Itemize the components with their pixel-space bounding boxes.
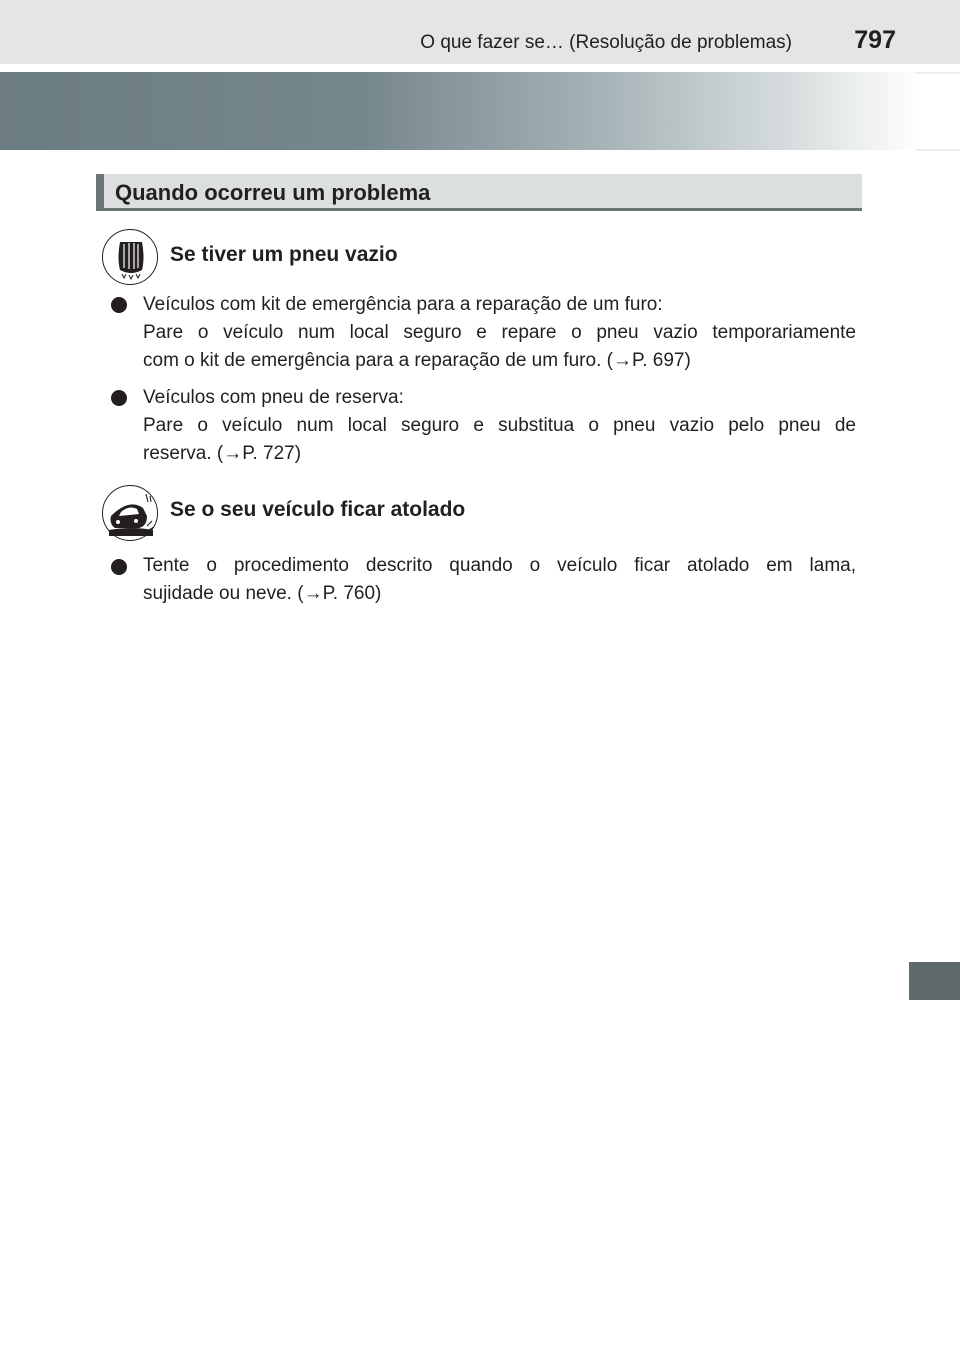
bullet [111, 297, 127, 313]
page-number: 797 [854, 26, 896, 54]
item-lead: Veículos com kit de emergência para a reparação de um furo: [143, 294, 663, 315]
banner-edge-line [915, 149, 960, 151]
item-body: sujidade ou neve. ( [143, 583, 304, 604]
page-reference: →P. 697) [612, 350, 691, 371]
section-accent-bar [96, 174, 104, 211]
item-body: Pare o veículo num local seguro e repare o pneu vazio temporariamente [143, 322, 856, 343]
subheading-stuck-vehicle: Se o seu veículo ficar atolado [170, 498, 466, 521]
chapter-title: O que fazer se… (Resolução de problemas) [420, 32, 792, 53]
list-item [143, 384, 856, 468]
flat-tire-icon [102, 229, 158, 285]
stuck-vehicle-icon [102, 485, 158, 541]
item-lead: Veículos com pneu de reserva: [143, 387, 404, 408]
list-item [143, 291, 856, 375]
bullet [111, 559, 127, 575]
banner-edge-line [915, 72, 960, 74]
page-reference: →P. 727) [223, 443, 302, 464]
subheading-flat-tire: Se tiver um pneu vazio [170, 243, 398, 266]
item-body: Tente o procedimento descrito quando o veículo ficar atolado em lama, [143, 555, 856, 576]
chapter-thumb-tab [909, 962, 960, 1000]
bullet [111, 390, 127, 406]
chapter-banner [0, 72, 918, 150]
item-body: reserva. ( [143, 443, 224, 464]
item-body: Pare o veículo num local seguro e substitua o pneu vazio pelo pneu de [143, 415, 856, 436]
section-title: Quando ocorreu um problema [115, 180, 431, 205]
list-item [143, 552, 856, 608]
page-reference: →P. 760) [303, 583, 382, 604]
section-header [96, 174, 862, 211]
item-body: com o kit de emergência para a reparação de um furo. ( [143, 350, 613, 371]
page-header-bar [0, 0, 960, 64]
